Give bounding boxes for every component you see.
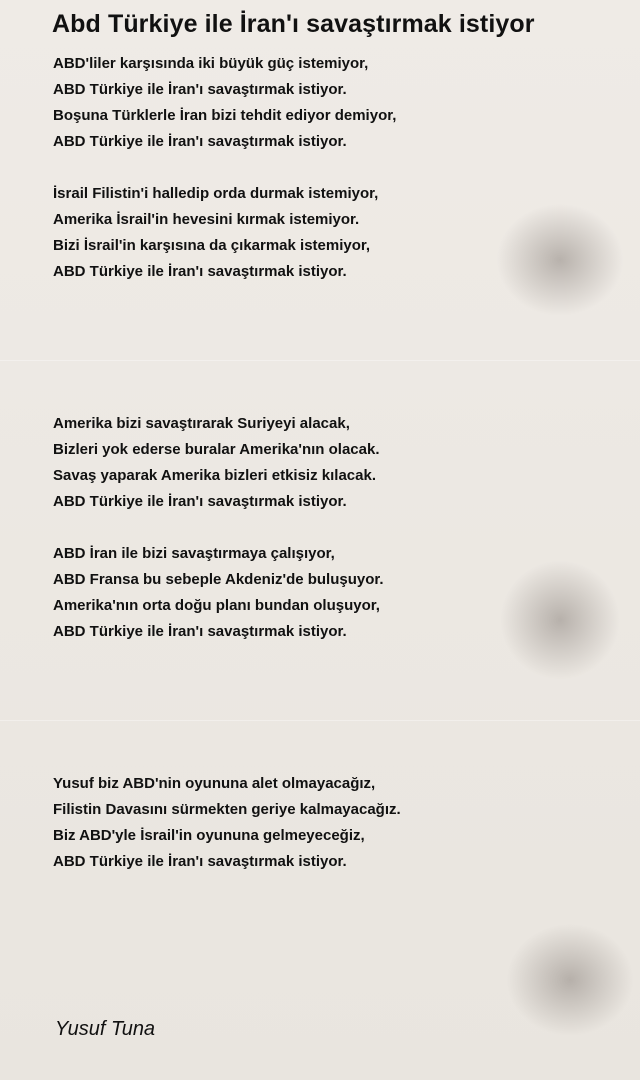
poem-line: Yusuf biz ABD'nin oyununa alet olmayacağız, [53, 775, 376, 792]
poem-line: ABD Türkiye ile İran'ı savaştırmak istiyor. [53, 263, 347, 280]
poem-line: ABD Türkiye ile İran'ı savaştırmak istiyor. [53, 493, 347, 510]
poem-line: ABD Türkiye ile İran'ı savaştırmak istiyor. [53, 133, 347, 150]
stanza-3 [53, 411, 380, 515]
poem-line: Amerika İsrail'in hevesini kırmak istemiyor. [53, 211, 360, 228]
poem-line: ABD Türkiye ile İran'ı savaştırmak istiyor. [53, 81, 347, 98]
poem-line: Savaş yaparak Amerika bizleri etkisiz kılacak. [53, 467, 376, 484]
poem-line: Boşuna Türklerle İran bizi tehdit ediyor demiyor, [53, 107, 397, 124]
stanza-5 [53, 771, 401, 875]
poem-line: Biz ABD'yle İsrail'in oyununa gelmeyeceğiz, [53, 827, 365, 844]
poem-line: Amerika'nın orta doğu planı bundan oluşuyor, [53, 597, 380, 614]
poem-author: Yusuf Tuna [55, 1018, 156, 1040]
poem-line: ABD İran ile bizi savaştırmaya çalışıyor, [53, 545, 335, 562]
poem-line: ABD Türkiye ile İran'ı savaştırmak istiyor. [53, 853, 347, 870]
poem-line: Filistin Davasını sürmekten geriye kalmayacağız. [53, 801, 401, 818]
poem-line: Bizleri yok ederse buralar Amerika'nın olacak. [53, 441, 380, 458]
background-seam [0, 720, 640, 721]
poem-line: ABD Türkiye ile İran'ı savaştırmak istiyor. [53, 623, 347, 640]
stanza-4 [53, 541, 384, 645]
poem-line: ABD Fransa bu sebeple Akdeniz'de buluşuyor. [53, 571, 384, 588]
poem-line: ABD'liler karşısında iki büyük güç istemiyor, [53, 55, 369, 72]
stanza-1 [53, 51, 396, 155]
background-seam [0, 360, 640, 361]
poem-line: İsrail Filistin'i halledip orda durmak istemiyor, [53, 185, 379, 202]
poem-line: Bizi İsrail'in karşısına da çıkarmak istemiyor, [53, 237, 371, 254]
stanza-2 [53, 181, 378, 285]
poem-line: Amerika bizi savaştırarak Suriyeyi alacak, [53, 415, 350, 432]
poem-title: Abd Türkiye ile İran'ı savaştırmak istiyor [52, 10, 535, 38]
